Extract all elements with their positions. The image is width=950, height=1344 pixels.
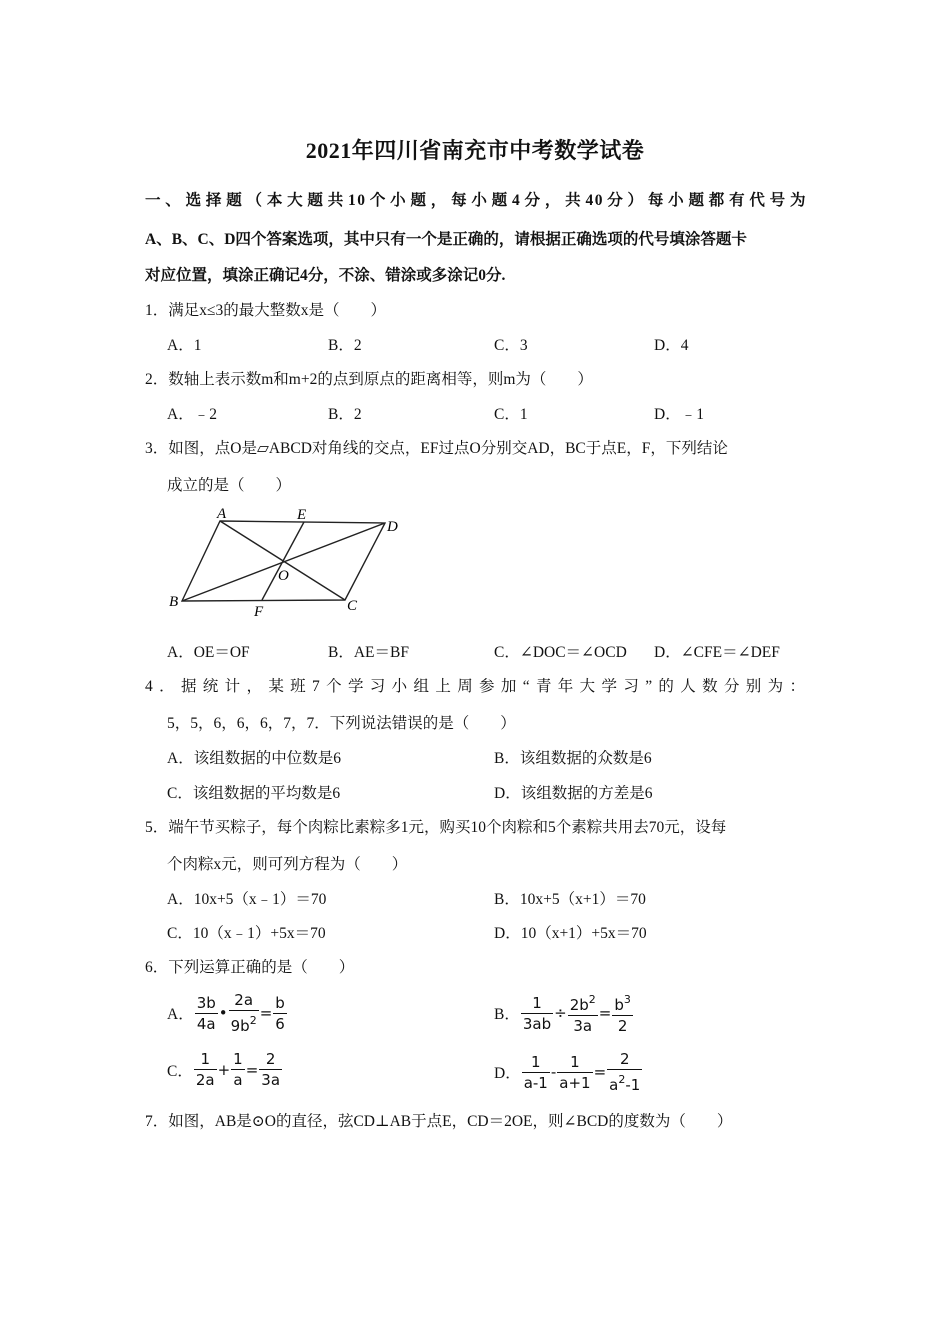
q6-option-b bbox=[494, 990, 634, 1036]
q4-option-a: A．该组数据的中位数是6 bbox=[167, 750, 341, 767]
label-d: D bbox=[387, 519, 398, 535]
q4-option-c: C．该组数据的平均数是6 bbox=[167, 785, 341, 802]
q6-d-label: D． bbox=[494, 1065, 521, 1082]
q6-b-label: B． bbox=[494, 1006, 520, 1023]
question-6: 6．下列运算正确的是（ ） bbox=[145, 959, 355, 976]
q6-a-label: A． bbox=[167, 1006, 194, 1023]
label-f: F bbox=[254, 604, 264, 620]
q6-b-operator: ÷ bbox=[554, 1004, 567, 1022]
q6-d-operator: - bbox=[550, 1063, 557, 1081]
question-5-line-1: 5．端午节买粽子，每个肉粽比素粽多1元，购买10个肉粽和5个素粽共用去70元，设每 bbox=[145, 819, 727, 836]
q3-option-b: B．AE＝BF bbox=[328, 644, 409, 661]
segment-ef bbox=[262, 522, 304, 600]
exam-title: 2021年四川省南充市中考数学试卷 bbox=[305, 138, 645, 163]
q1-option-c: C．3 bbox=[494, 337, 528, 354]
q6-c-equals: = bbox=[245, 1060, 259, 1079]
question-1: 1．满足x≤3的最大整数x是（ ） bbox=[145, 302, 387, 319]
q1-option-b: B．2 bbox=[328, 337, 362, 354]
q2-option-d: D．﹣1 bbox=[654, 406, 704, 423]
question-7: 7．如图，AB是⊙O的直径，弦CD⊥AB于点E，CD＝2OE，则∠BCD的度数为（ ） bbox=[145, 1113, 733, 1130]
q6-option-c bbox=[167, 1049, 283, 1090]
question-4-line-1: 4．据统计，某班7个学习小组上周参加“青年大学习”的人数分别为： bbox=[145, 678, 805, 695]
q6-c-label: C． bbox=[167, 1062, 193, 1080]
q6-d-fraction-2: $\frac{1}{a+1}$ bbox=[559, 1052, 591, 1092]
q6-c-fraction-1: $\frac{1}{2a}$ bbox=[195, 1050, 215, 1089]
question-3-line-1: 3．如图，点O是▱ABCD对角线的交点，EF过点O分别交AD，BC于点E，F，下列结论 bbox=[145, 440, 728, 457]
q6-a-fraction-3: $\frac{b}{6}$ bbox=[275, 993, 285, 1033]
q6-c-fraction-3: $\frac{2}{3a}$ bbox=[261, 1050, 281, 1089]
question-4-line-2: 5，5，6，6，6，7，7．下列说法错误的是（ ） bbox=[167, 715, 516, 732]
q4-option-b: B．该组数据的众数是6 bbox=[494, 750, 652, 767]
section-instructions-line-3: 对应位置，填涂正确记4分，不涂、错涂或多涂记0分. bbox=[145, 267, 506, 284]
q3-option-a: A．OE＝OF bbox=[167, 644, 250, 661]
q6-option-a bbox=[167, 990, 288, 1036]
diagonal-bd bbox=[182, 523, 385, 601]
q6-a-fraction-2: $\frac{2a}{9b^2}$ bbox=[230, 991, 257, 1035]
q6-a-fraction-1: $\frac{3b}{4a}$ bbox=[196, 993, 216, 1033]
q6-d-fraction-1: $\frac{1}{a-1}$ bbox=[523, 1052, 548, 1092]
label-e: E bbox=[297, 507, 307, 523]
q6-c-operator: + bbox=[217, 1060, 231, 1079]
question-3-line-2: 成立的是（ ） bbox=[167, 477, 292, 494]
q4-option-d: D．该组数据的方差是6 bbox=[494, 785, 653, 802]
q6-b-equals: = bbox=[598, 1004, 612, 1022]
section-instructions-line-2: A、B、C、D四个答案选项，其中只有一个是正确的，请根据正确选项的代号填涂答题卡 bbox=[145, 231, 747, 248]
q6-option-d bbox=[494, 1049, 643, 1095]
label-o: O bbox=[278, 568, 289, 584]
q2-option-c: C．1 bbox=[494, 406, 528, 423]
q1-option-d: D．4 bbox=[654, 337, 689, 354]
q6-b-fraction-2: $\frac{2b^2}{3a}$ bbox=[568, 990, 598, 1036]
q6-a-operator: • bbox=[218, 1004, 228, 1022]
q2-option-a: A．﹣2 bbox=[167, 406, 217, 423]
q5-option-b: B．10x+5（x+1）＝70 bbox=[494, 891, 646, 908]
q6-c-fraction-2: $\frac{1}{a}$ bbox=[233, 1050, 243, 1089]
q6-d-equals: = bbox=[593, 1063, 607, 1081]
label-b: B bbox=[169, 594, 179, 610]
parallelogram-figure bbox=[165, 503, 410, 623]
q3-option-d: D．∠CFE＝∠DEF bbox=[654, 644, 780, 661]
q6-b-fraction-3: $\frac{b^3}{2}$ bbox=[612, 990, 633, 1036]
q6-d-fraction-3: $\frac{2}{a^2-1}$ bbox=[609, 1050, 641, 1094]
q1-option-a: A．1 bbox=[167, 337, 202, 354]
q5-option-c: C．10（x﹣1）+5x＝70 bbox=[167, 925, 326, 942]
q6-a-equals: = bbox=[259, 1004, 273, 1022]
label-a: A bbox=[217, 506, 227, 522]
q6-b-fraction-1: $\frac{1}{3ab}$ bbox=[522, 993, 552, 1033]
q5-option-a: A．10x+5（x﹣1）＝70 bbox=[167, 891, 327, 908]
question-2: 2．数轴上表示数m和m+2的点到原点的距离相等，则m为（ ） bbox=[145, 371, 593, 388]
q5-option-d: D．10（x+1）+5x＝70 bbox=[494, 925, 647, 942]
q2-option-b: B．2 bbox=[328, 406, 362, 423]
section-instructions-line-1: 一、选择题（本大题共10个小题，每小题4分，共40分）每小题都有代号为 bbox=[145, 192, 807, 209]
question-5-line-2: 个肉粽x元，则可列方程为（ ） bbox=[167, 856, 408, 873]
label-c: C bbox=[347, 598, 358, 614]
q3-option-c: C．∠DOC＝∠OCD bbox=[494, 644, 627, 661]
